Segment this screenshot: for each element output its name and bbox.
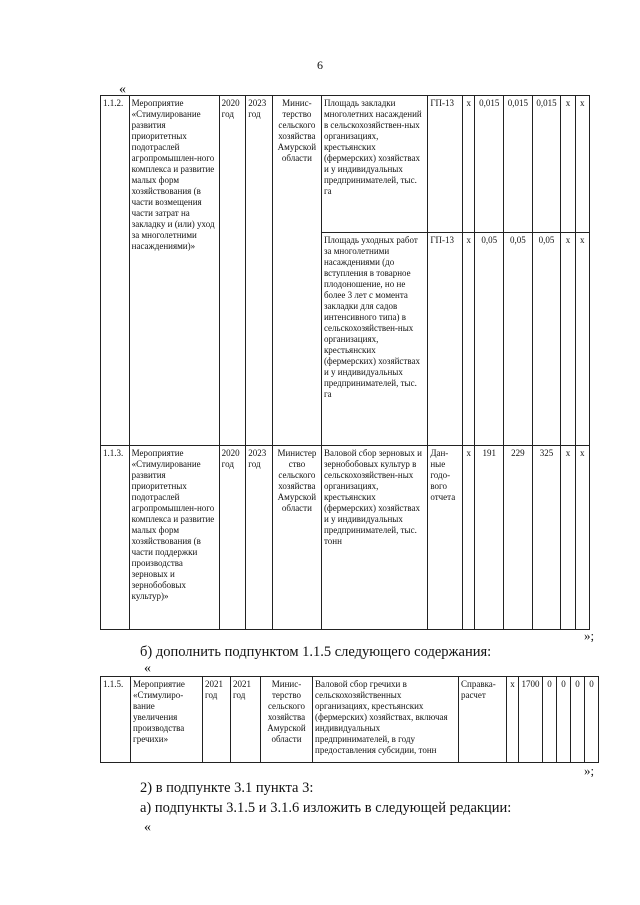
close-quote: »;: [584, 763, 595, 778]
row-number: 1.1.2.: [101, 96, 130, 446]
value-cell: х: [561, 233, 575, 446]
value-cell: х: [463, 96, 475, 233]
value-cell: 0: [557, 677, 571, 763]
indicator-text: Валовой сбор гречихи в сельскохозяйственных организациях, крестьянских (фермерских) хозяйствах, включая индивидуальных предпринимателей, в году предоставления субсидии, тонн: [313, 677, 459, 763]
measure-name: Мероприятие «Стимулиро-вание увеличения производства гречихи»: [131, 677, 203, 763]
open-quote: «: [144, 820, 151, 835]
value-cell: 0,05: [532, 233, 561, 446]
value-cell: 0: [543, 677, 557, 763]
paragraph-b: б) дополнить подпунктом 1.1.5 следующего содержания:: [140, 644, 492, 660]
value-cell: 325: [532, 446, 561, 630]
end-year: 2023 год: [246, 96, 273, 446]
indicator-source: Справка-расчет: [459, 677, 507, 763]
measure-name: Мероприятие «Стимулирование развития приоритетных подотраслей агропромышлен-ного комплекса и развитие малых форм хозяйствования (в части поддержки производства зерновых и зернобобовых культур)»: [129, 446, 219, 630]
measure-1-1-5-table: [100, 676, 599, 763]
close-quote: »;: [584, 628, 595, 643]
value-cell: х: [463, 233, 475, 446]
value-cell: 0,015: [532, 96, 561, 233]
paragraph-2: 2) в подпункте 3.1 пункта 3:: [140, 780, 314, 796]
value-cell: 191: [475, 446, 504, 630]
indicator-source: ГП-13: [428, 233, 463, 446]
row-number: 1.1.3.: [101, 446, 130, 630]
indicator-text: Площадь закладки многолетних насаждений в сельскохозяйствен-ных организациях, крестьянских (фермерских) хозяйствах и у индивидуальных предпринимателей, тыс. га: [321, 96, 427, 233]
row-number: 1.1.5.: [101, 677, 131, 763]
responsible-ministry: Министер ство сельского хозяйства Амурской области: [272, 446, 321, 630]
measure-name: Мероприятие «Стимулирование развития приоритетных подотраслей агропромышлен-ного комплекса и развитие малых форм хозяйствования (в части возмещения части затрат на закладку и (или) уход за многолетними насаждениями)»: [129, 96, 219, 446]
start-year: 2021 год: [203, 677, 231, 763]
open-quote: «: [144, 661, 151, 676]
measures-table: [100, 95, 590, 630]
indicator-text: Валовой сбор зерновых и зернобобовых культур в сельскохозяйствен-ных организациях, крестьянских (фермерских) хозяйствах и у индивидуальных предпринимателей, тыс. тонн: [321, 446, 427, 630]
indicator-source: ГП-13: [428, 96, 463, 233]
value-cell: х: [561, 96, 575, 233]
responsible-ministry: Минис-терство сельского хозяйства Амурской области: [272, 96, 321, 446]
end-year: 2023 год: [246, 446, 273, 630]
table-row: [101, 446, 590, 630]
value-cell: 0: [571, 677, 585, 763]
value-cell: х: [463, 446, 475, 630]
value-cell: х: [561, 446, 575, 630]
table-row: [101, 677, 599, 763]
value-cell: 0,05: [504, 233, 533, 446]
value-cell: х: [507, 677, 519, 763]
page-number: 6: [317, 58, 323, 72]
table-row: [101, 96, 590, 233]
value-cell: х: [575, 96, 589, 233]
value-cell: 1700: [519, 677, 543, 763]
value-cell: 0,015: [504, 96, 533, 233]
start-year: 2020 год: [219, 446, 246, 630]
value-cell: 0: [585, 677, 599, 763]
end-year: 2021 год: [231, 677, 261, 763]
indicator-source: Дан-ные годо-вого отчета: [428, 446, 463, 630]
paragraph-a: а) подпункты 3.1.5 и 3.1.6 изложить в следующей редакции:: [140, 800, 512, 816]
value-cell: х: [575, 233, 589, 446]
open-quote: «: [119, 82, 126, 97]
value-cell: х: [575, 446, 589, 630]
value-cell: 0,015: [475, 96, 504, 233]
start-year: 2020 год: [219, 96, 246, 446]
responsible-ministry: Минис-терство сельского хозяйства Амурской области: [261, 677, 313, 763]
value-cell: 229: [504, 446, 533, 630]
value-cell: 0,05: [475, 233, 504, 446]
indicator-text: Площадь уходных работ за многолетними насаждениями (до вступления в товарное плодоношение, но не более 3 лет с момента закладки для садов интенсивного типа) в сельскохозяйствен-ных организациях, крестьянских (фермерских) хозяйствах и у индивидуальных предпринимателей, тыс. га: [321, 233, 427, 446]
